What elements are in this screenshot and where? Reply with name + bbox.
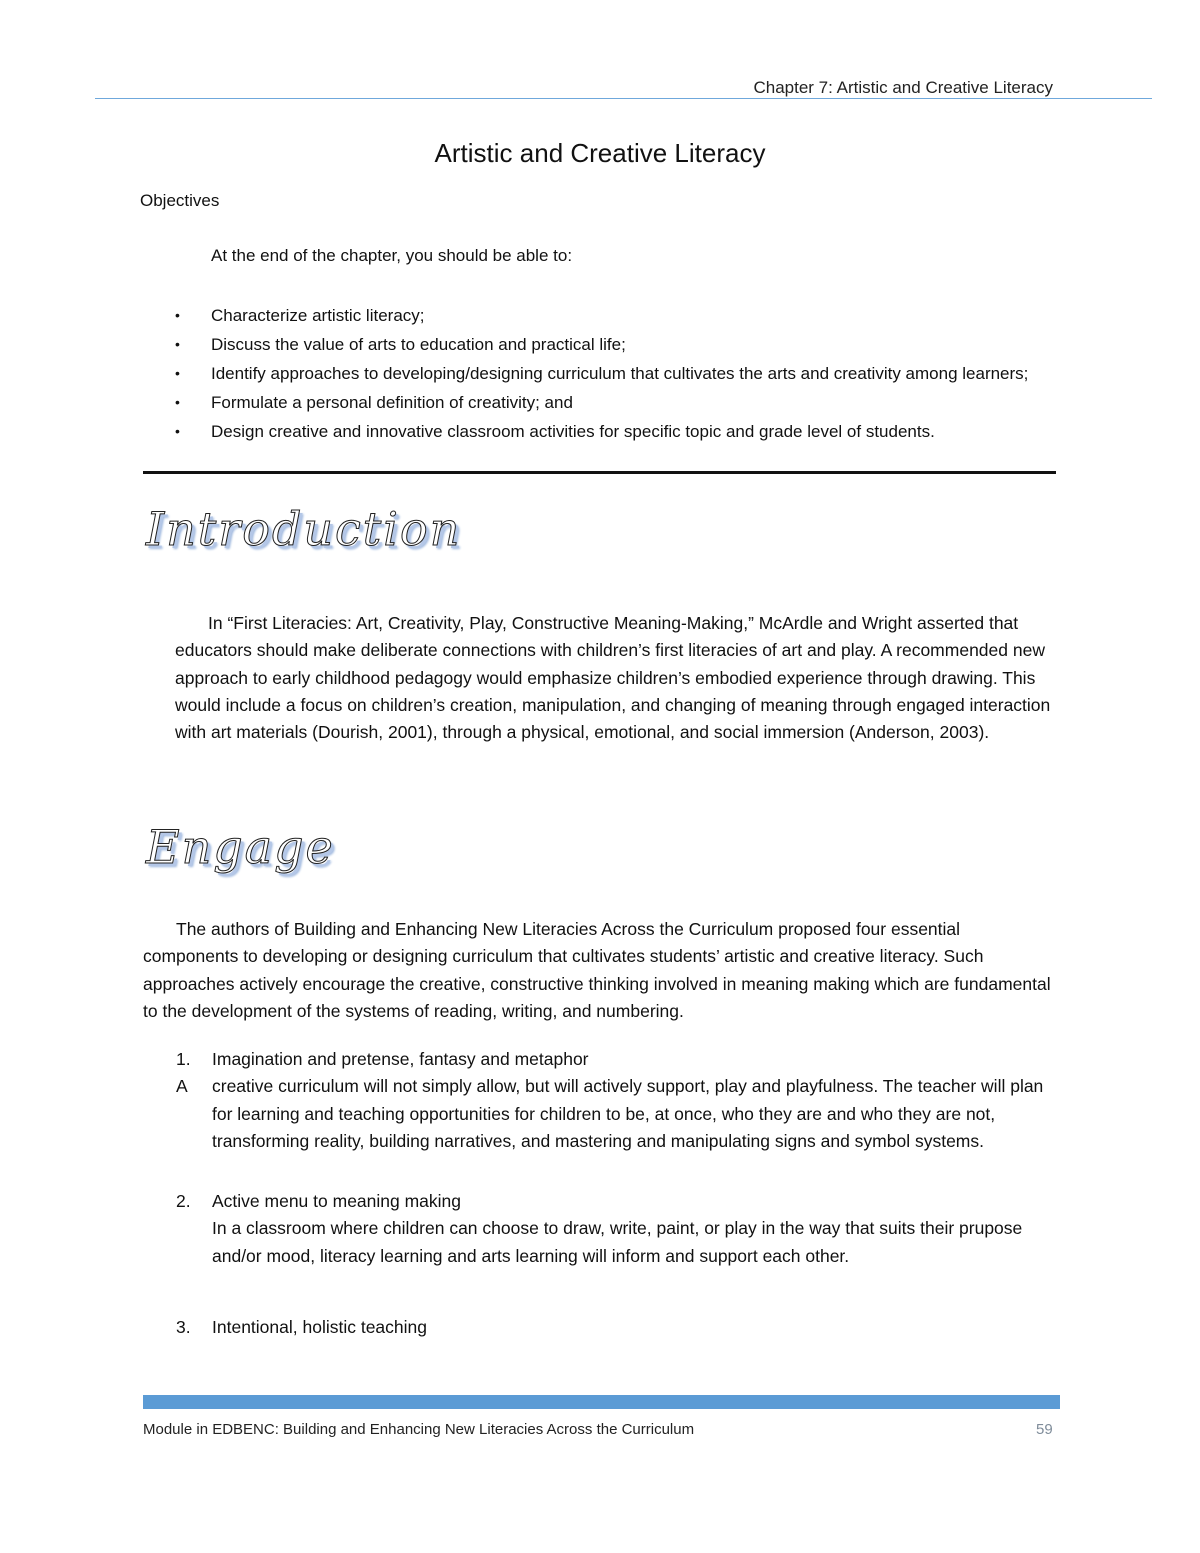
objective-text: Characterize artistic literacy; [211, 306, 425, 325]
list-item [175, 302, 1075, 329]
introduction-heading: Introduction [146, 502, 462, 556]
item-body: In a classroom where children can choose to draw, write, paint, or play in the way that suits their prupose and/or mood, literacy learning and arts learning will inform and support each other. [212, 1218, 1023, 1266]
bullet-icon: • [175, 394, 180, 410]
engage-paragraph: The authors of Building and Enhancing New Literacies Across the Curriculum proposed four essential components to developing or designing curriculum that cultivates students’ artistic and creative literacy. Such approaches actively encourage the creative, constructive thinking involved in meaning making which are fundamental to the development of the systems of reading, writing, and numbering. [143, 919, 1051, 1021]
item-number: 1. [176, 1049, 191, 1069]
item-title: Imagination and pretense, fantasy and metaphor [212, 1049, 589, 1069]
footer-module-title: Module in EDBENC: Building and Enhancing New Literacies Across the Curriculum [143, 1421, 695, 1438]
components-list [176, 1046, 1056, 1341]
running-header: Chapter 7: Artistic and Creative Literacy [753, 78, 1053, 97]
list-item [176, 1046, 1056, 1155]
item-title: Intentional, holistic teaching [212, 1317, 427, 1338]
bullet-icon: • [175, 307, 180, 323]
page-title: Artistic and Creative Literacy [434, 138, 766, 168]
section-divider [143, 471, 1056, 474]
list-item [175, 360, 1075, 387]
engage-heading: Engage [146, 820, 335, 874]
list-item [176, 1314, 1056, 1341]
footer-bar [143, 1395, 1060, 1409]
list-item [176, 1188, 1056, 1270]
objective-text: Design creative and innovative classroom activities for specific topic and grade level of students. [211, 422, 935, 441]
objective-text: Identify approaches to developing/designing curriculum that cultivates the arts and creativity among learners; [211, 364, 1029, 383]
objectives-lead: At the end of the chapter, you should be able to: [211, 246, 573, 265]
item-number: 2. [176, 1191, 191, 1212]
objective-text: Discuss the value of arts to education and practical life; [211, 335, 626, 354]
list-item [175, 418, 1075, 445]
bullet-icon: • [175, 423, 180, 439]
page-number: 59 [1036, 1421, 1053, 1438]
list-item [175, 331, 1075, 358]
item-title: Active menu to meaning making [212, 1191, 462, 1212]
objectives-heading: Objectives [140, 191, 220, 210]
bullet-icon: • [175, 336, 180, 352]
introduction-paragraph: In “First Literacies: Art, Creativity, Play, Constructive Meaning-Making,” McArdle and Wright asserted that educators should make deliberate connections with children’s first literacies of art and play. A recommended new approach to early childhood pedagogy would emphasize children’s embodied experience through drawing. This would include a focus on children’s creation, manipulation, and changing of meaning through engaged interaction with art materials (Dourish, 2001), through a physical, emotional, and social immersion (Anderson, 2003). [175, 613, 1051, 743]
list-item [175, 389, 1075, 416]
item-body: creative curriculum will not simply allow, but will actively support, play and playfulness. The teacher will plan for learning and teaching opportunities for children to be, at once, who they are and who they are not, transforming reality, building narratives, and mastering and manipulating signs and symbol systems. [212, 1076, 1044, 1151]
item-number: 3. [176, 1317, 191, 1338]
objectives-list [175, 302, 1075, 447]
bullet-icon: • [175, 365, 180, 381]
item-lead-letter: A [176, 1076, 188, 1096]
header-rule [95, 98, 1152, 99]
objective-text: Formulate a personal definition of creativity; and [211, 393, 573, 412]
